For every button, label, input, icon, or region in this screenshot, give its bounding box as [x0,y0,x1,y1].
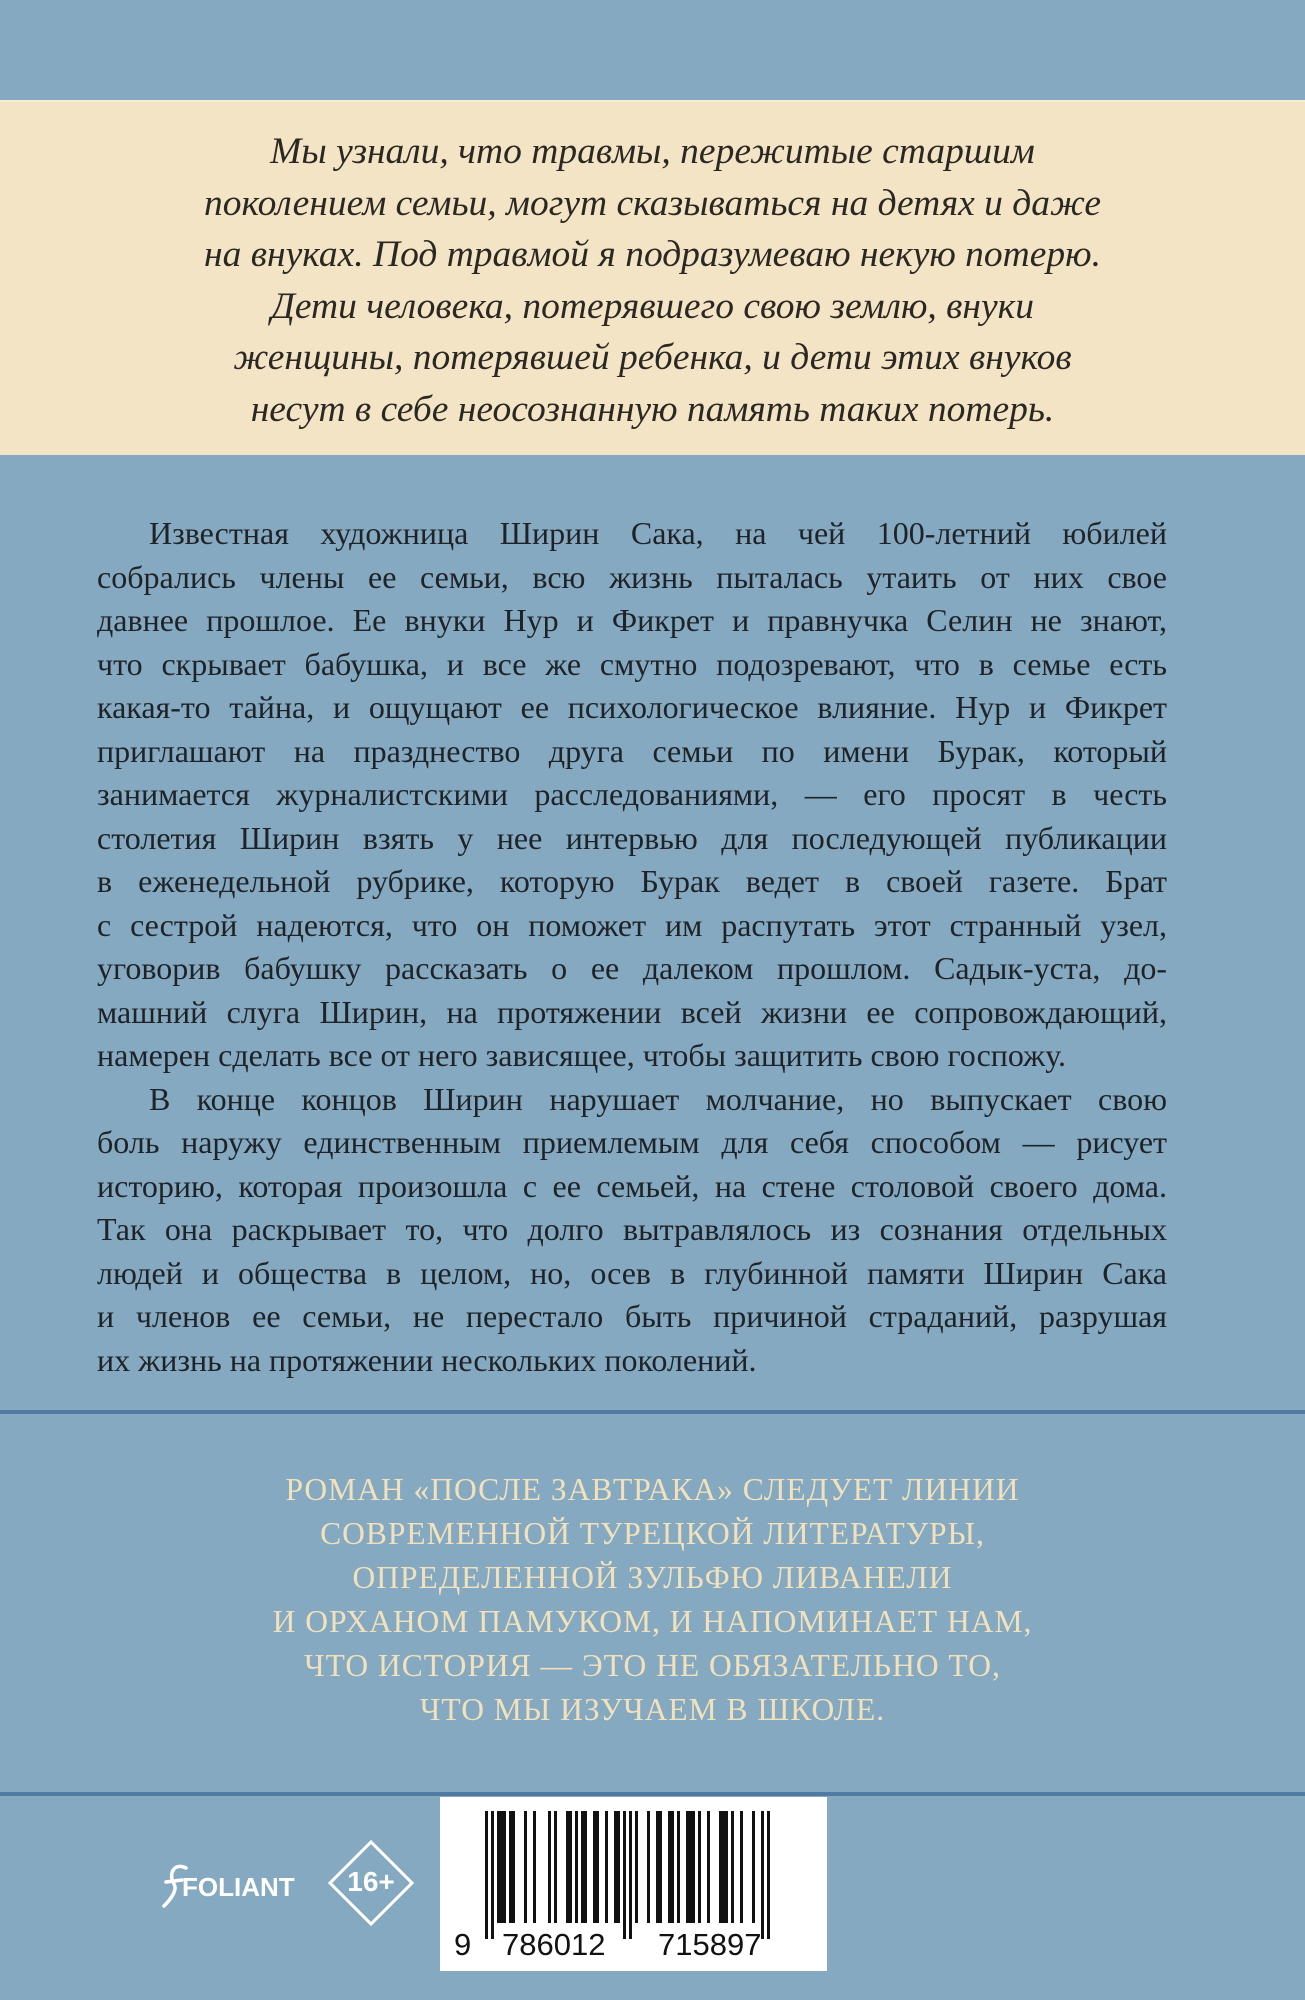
barcode-bar [509,1811,512,1923]
barcode-bar [581,1811,584,1923]
promo-line: ЧТО МЫ ИЗУЧАЕМ В ШКОЛЕ. [419,1692,886,1727]
barcode-digits-right: 715897 [658,1927,762,1962]
promo-line: ОПРЕДЕЛЕННОЙ ЗУЛЬФЮ ЛИВАНЕЛИ [352,1560,953,1595]
barcode-bar [566,1811,569,1923]
barcode-bar [767,1811,770,1939]
barcode-bars [440,1797,827,1971]
barcode-bar [554,1811,557,1923]
barcode-bar [485,1811,488,1939]
barcode-bar [503,1811,506,1923]
barcode-bar [647,1811,650,1923]
barcode-bar [500,1811,503,1923]
description-line: Известная художница Ширин Сака, на чей 100-летний юбилей [149,515,1167,551]
description-line: уговорив бабушку рассказать о ее далеком прошлом. Садык-уста, до- [97,950,1167,986]
barcode-bar [575,1811,578,1923]
barcode-bar [617,1811,620,1923]
description-line: Так она раскрывает то, что долго вытравлялось из сознания отдельных [97,1211,1167,1247]
barcode-digit-prefix: 9 [454,1927,472,1962]
barcode-bar [761,1811,764,1939]
description-line: людей и общества в целом, но, осев в глубинной памяти Ширин Сака [97,1254,1167,1291]
description-line: историю, которая произошла с ее семьей, на стене столовой своего дома. [97,1167,1167,1204]
description-line: машний слуга Ширин, на протяжении всей жизни ее сопровождающий, [97,993,1167,1030]
quote-line: на внуках. Под травмой я подразумеваю некую потерю. [204,234,1101,275]
barcode-bar [635,1811,638,1923]
quote-line: женщины, потерявшей ребенка, и дети этих внуков [233,337,1072,378]
promo-line: РОМАН «ПОСЛЕ ЗАВТРАКА» СЛЕДУЕТ ЛИНИИ [285,1472,1020,1507]
barcode-bar [752,1811,755,1923]
barcode-bar [707,1811,710,1923]
barcode-bar [659,1811,662,1923]
barcode-bar [596,1811,599,1923]
quote-line: поколением семьи, могут сказываться на детях и даже [203,182,1102,224]
description-line: давнее прошлое. Ее внуки Нур и Фикрет и правнучка Селин не знают, [97,602,1167,638]
barcode-bar [569,1811,572,1923]
divider-bottom [0,1792,1305,1796]
age-rating-badge [322,1834,420,1932]
barcode-bar [605,1811,608,1923]
barcode-bar [671,1811,674,1923]
barcode-bar [677,1811,680,1923]
barcode-bar [584,1811,587,1923]
description-line: какая-то тайна, и ощущают ее психологическое влияние. Нур и Фикрет [97,689,1167,725]
age-rating: 16+ [347,1866,395,1897]
barcode-bar [725,1811,728,1923]
promo-line: ЧТО ИСТОРИЯ — ЭТО НЕ ОБЯЗАТЕЛЬНО ТО, [304,1648,1001,1683]
barcode-bar [731,1811,734,1923]
description-line: и членов ее семьи, не перестало быть причиной страданий, разрушая [97,1298,1167,1334]
barcode-bar [686,1811,689,1923]
barcode-bar [623,1811,626,1939]
description-line: В конце концов Ширин нарушает молчание, но выпускает свою [149,1080,1167,1117]
barcode-bar [692,1811,695,1923]
promo-blurb [150,1468,1155,1732]
description-line: собрались члены ее семьи, всю жизнь пыталась утаить от них свое [97,558,1167,595]
description-line: столетия Ширин взять у нее интервью для последующей публикации [97,819,1167,856]
barcode-bar [722,1811,725,1923]
description-line: намерен сделать все от него зависящее, чтобы защитить свою госпожу. [97,1037,1066,1073]
barcode-bar [689,1811,692,1923]
barcode-bar [629,1811,632,1939]
barcode-bar [512,1811,515,1923]
description-line: что скрывает бабушка, и все же смутно подозревают, что в семье есть [97,645,1167,682]
publisher-logo [160,1858,320,1918]
description-line: боль наружу единственным приемлемым для себя способом — рисует [97,1124,1167,1160]
divider-top [0,1410,1305,1414]
barcode-bar [656,1811,659,1923]
quote-line: Мы узнали, что травмы, пережитые старшим [270,131,1035,172]
promo-line: СОВРЕМЕННОЙ ТУРЕЦКОЙ ЛИТЕРАТУРЫ, [320,1516,985,1551]
quote-line: несут в себе неосознанную память таких потерь. [250,388,1055,430]
barcode-bar [698,1811,701,1923]
description-line: занимается журналистскими расследованиями, — его просят в честь [97,776,1167,812]
book-description [97,512,1167,1382]
barcode-bar [533,1811,536,1923]
barcode-bar [614,1811,617,1923]
description-line: в еженедельной рубрике, которую Бурак ведет в своей газете. Брат [97,863,1167,899]
barcode [440,1797,827,1971]
barcode-bar [548,1811,551,1923]
barcode-bar [497,1811,500,1923]
barcode-bar [491,1811,494,1939]
barcode-bar [593,1811,596,1923]
barcode-bar [668,1811,671,1923]
publisher-name: FOLIANT [182,1872,295,1902]
quote-line: Дети человека, потерявшего свою землю, внуки [271,285,1034,327]
epigraph-quote [110,126,1195,435]
description-line: их жизнь на протяжении нескольких поколений. [97,1341,757,1378]
barcode-bar [719,1811,722,1923]
promo-line: И ОРХАНОМ ПАМУКОМ, И НАПОМИНАЕТ НАМ, [272,1604,1033,1639]
description-line: с сестрой надеются, что он поможет им распутать этот странный узел, [97,906,1167,943]
description-line: приглашают на празднество друга семьи по имени Бурак, который [97,732,1167,769]
barcode-bar [524,1811,527,1923]
barcode-bar [740,1811,743,1923]
barcode-digits-left: 786012 [502,1927,606,1962]
